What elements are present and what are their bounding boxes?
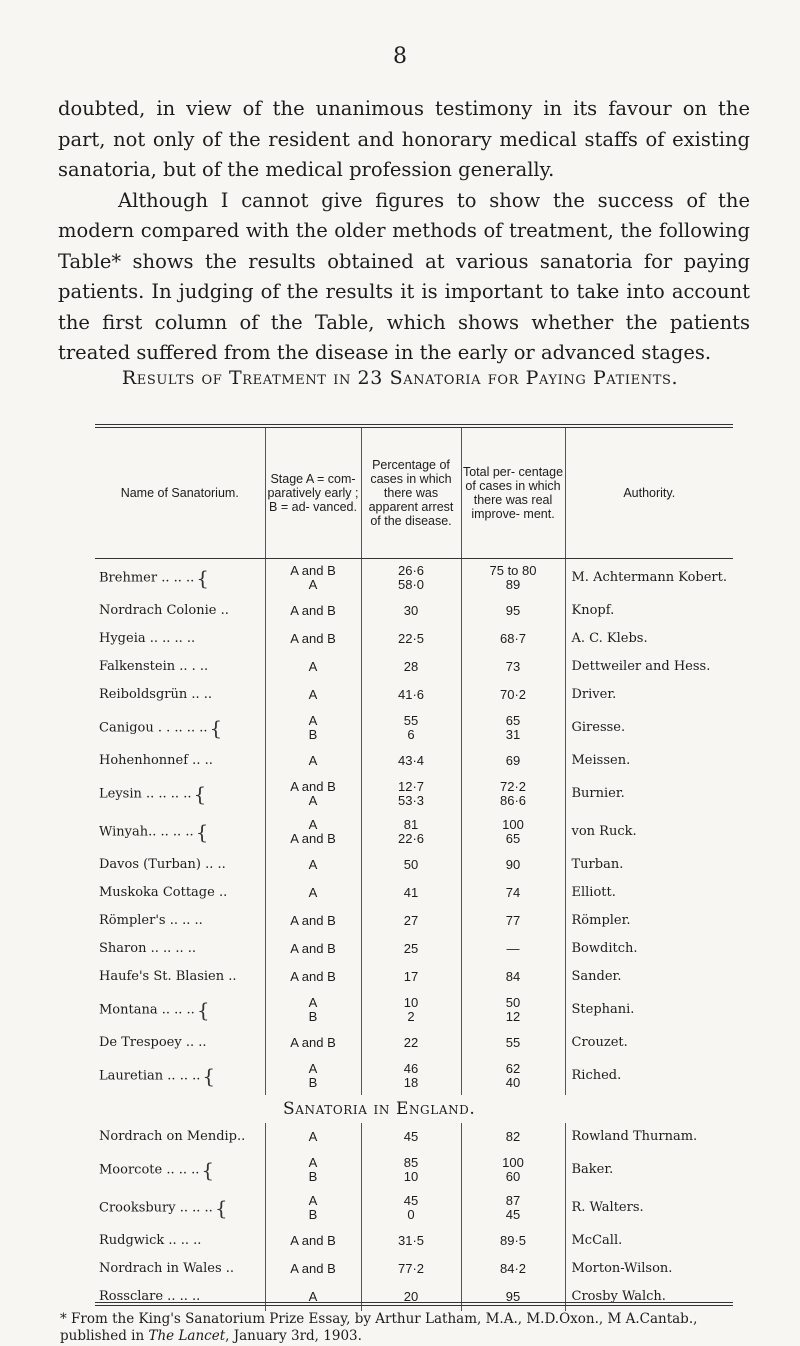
- header-name: Name of Sanatorium.: [95, 428, 265, 559]
- arrest-cell: [361, 1057, 461, 1095]
- improvement-value: 50: [505, 994, 521, 1010]
- improvement-cell: [461, 813, 565, 851]
- improvement-cell: [461, 1283, 565, 1311]
- arrest-value: 20: [403, 1288, 419, 1304]
- arrest-value: 58·0: [397, 576, 425, 592]
- stage-value: A: [308, 576, 318, 592]
- brace-mark: {: [196, 997, 210, 1022]
- sanatorium-name: [95, 935, 265, 963]
- stage-value: A: [308, 1128, 318, 1144]
- arrest-value: 0: [407, 1206, 415, 1222]
- sanatorium-name: [95, 879, 265, 907]
- improvement-value: 65: [505, 830, 521, 846]
- improvement-value: 31: [505, 726, 521, 742]
- arrest-cell: [361, 813, 461, 851]
- arrest-cell: [361, 653, 461, 681]
- improvement-value: 95: [505, 602, 521, 618]
- arrest-cell: [361, 935, 461, 963]
- sanatorium-name: [95, 559, 265, 597]
- stage-value: A and B: [290, 940, 336, 956]
- england-heading: Sanatoria in England.: [283, 1098, 476, 1119]
- improvement-cell: [461, 907, 565, 935]
- improvement-cell: [461, 775, 565, 813]
- improvement-value: 69: [505, 752, 521, 768]
- table-row: [95, 1255, 733, 1283]
- arrest-value: 30: [403, 602, 419, 618]
- table-body-england: [95, 1123, 733, 1311]
- arrest-value: 22: [403, 1034, 419, 1050]
- arrest-value: 81: [403, 816, 419, 832]
- stage-cell: [265, 1189, 361, 1227]
- sanatorium-name: [95, 597, 265, 625]
- sanatorium-name-text: Nordrach Colonie ..: [99, 603, 229, 618]
- stage-cell: [265, 935, 361, 963]
- sanatorium-name-text: Brehmer .. .. ..: [99, 570, 195, 586]
- improvement-cell: [461, 1151, 565, 1189]
- sanatorium-name-text: Hygeia .. .. .. ..: [99, 631, 196, 646]
- sanatorium-name-text: Reiboldsgrün .. ..: [99, 687, 213, 702]
- authority: Elliott.: [565, 879, 733, 907]
- improvement-cell: [461, 879, 565, 907]
- authority: Crosby Walch.: [565, 1283, 733, 1311]
- stage-value: A and B: [290, 1260, 336, 1276]
- improvement-value: 77: [505, 912, 521, 928]
- brace-mark: {: [195, 819, 209, 844]
- authority: Driver.: [565, 681, 733, 709]
- improvement-value: 45: [505, 1206, 521, 1222]
- stage-cell: [265, 653, 361, 681]
- table-row: [95, 935, 733, 963]
- improvement-value: 86·6: [499, 792, 527, 808]
- authority: Morton-Wilson.: [565, 1255, 733, 1283]
- table-title: Results of Treatment in 23 Sanatoria for Paying Patients.: [121, 367, 679, 389]
- table-row: [95, 1057, 733, 1095]
- arrest-cell: [361, 1123, 461, 1151]
- sanatorium-name: [95, 1255, 265, 1283]
- arrest-cell: [361, 709, 461, 747]
- authority: Burnier.: [565, 775, 733, 813]
- table-row: [95, 991, 733, 1029]
- header-arrest: Percentage of cases in which there was apparent arrest of the disease.: [361, 428, 461, 559]
- sanatorium-name: [95, 1123, 265, 1151]
- improvement-cell: [461, 1255, 565, 1283]
- stage-value: A: [308, 1192, 318, 1208]
- arrest-value: 27: [403, 912, 419, 928]
- arrest-cell: [361, 625, 461, 653]
- page-number: 8: [393, 44, 407, 69]
- table-row: [95, 681, 733, 709]
- footnote-text: * From the King's Sanatorium Prize Essay, by Arthur Latham, M.A., M.D.Oxon., M A.Cantab., published in: [60, 1311, 698, 1344]
- table-row: [95, 559, 733, 597]
- arrest-cell: [361, 991, 461, 1029]
- arrest-cell: [361, 1029, 461, 1057]
- table-row: [95, 907, 733, 935]
- arrest-value: 53·3: [397, 792, 425, 808]
- arrest-value: 10: [403, 1168, 419, 1184]
- sanatorium-name: [95, 747, 265, 775]
- stage-cell: [265, 813, 361, 851]
- stage-value: A and B: [290, 1232, 336, 1248]
- authority: R. Walters.: [565, 1189, 733, 1227]
- arrest-cell: [361, 1189, 461, 1227]
- table-row: [95, 1151, 733, 1189]
- authority: McCall.: [565, 1227, 733, 1255]
- footnote-journal: The Lancet: [148, 1328, 226, 1344]
- stage-value: A: [308, 1288, 318, 1304]
- arrest-cell: [361, 681, 461, 709]
- intro-paragraph-2: Although I cannot give figures to show the success of the modern compared with the older methods of treatment, the following Table* shows the results obtained at various sanatoria for paying patients. In judging of the results it is important to take into account the first column of the Table, which shows whether the patients treated suffered from the disease in the early or advanced stages.: [58, 188, 750, 364]
- intro-text: [58, 94, 750, 369]
- stage-value: A and B: [290, 602, 336, 618]
- improvement-cell: [461, 597, 565, 625]
- brace-mark: {: [209, 715, 223, 740]
- arrest-value: 2: [407, 1008, 415, 1024]
- sanatorium-name: [95, 851, 265, 879]
- stage-value: A and B: [290, 562, 336, 578]
- arrest-cell: [361, 597, 461, 625]
- improvement-value: 73: [505, 658, 521, 674]
- stage-cell: [265, 963, 361, 991]
- improvement-cell: [461, 1123, 565, 1151]
- arrest-value: 22·6: [397, 830, 425, 846]
- table-top-rule: [95, 424, 733, 425]
- arrest-cell: [361, 879, 461, 907]
- table-row: [95, 1189, 733, 1227]
- stage-value: A: [308, 1060, 318, 1076]
- sanatorium-name-text: Falkenstein .. . ..: [99, 659, 209, 674]
- sanatorium-name-text: Hohenhonnef .. ..: [99, 753, 213, 768]
- header-stage: Stage A = com- paratively early ; B = ad- vanced.: [265, 428, 361, 559]
- brace-mark: {: [202, 1063, 216, 1088]
- improvement-cell: [461, 991, 565, 1029]
- arrest-value: 77·2: [397, 1260, 425, 1276]
- sanatorium-name-text: Crooksbury .. .. ..: [99, 1200, 213, 1215]
- stage-value: B: [308, 726, 318, 742]
- arrest-value: 85: [403, 1154, 419, 1170]
- sanatorium-name: [95, 1151, 265, 1189]
- table-row: [95, 851, 733, 879]
- sanatorium-name-text: Nordrach on Mendip..: [99, 1129, 246, 1144]
- improvement-value: 12: [505, 1008, 521, 1024]
- improvement-value: 68·7: [499, 630, 527, 646]
- sanatorium-name: [95, 1283, 265, 1311]
- stage-value: A and B: [290, 912, 336, 928]
- stage-cell: [265, 1255, 361, 1283]
- results-table: [95, 428, 733, 1311]
- improvement-value: 89: [505, 576, 521, 592]
- table-row: [95, 1029, 733, 1057]
- improvement-value: 55: [505, 1034, 521, 1050]
- authority: A. C. Klebs.: [565, 625, 733, 653]
- table-row: [95, 597, 733, 625]
- improvement-cell: [461, 1189, 565, 1227]
- improvement-cell: [461, 963, 565, 991]
- arrest-cell: [361, 1227, 461, 1255]
- authority: Rowland Thurnam.: [565, 1123, 733, 1151]
- stage-cell: [265, 1057, 361, 1095]
- arrest-value: 55: [403, 712, 419, 728]
- authority: Crouzet.: [565, 1029, 733, 1057]
- stage-cell: [265, 559, 361, 597]
- improvement-value: 60: [505, 1168, 521, 1184]
- table-row: [95, 963, 733, 991]
- improvement-cell: [461, 851, 565, 879]
- stage-cell: [265, 775, 361, 813]
- sanatorium-name: [95, 709, 265, 747]
- intro-paragraph-1: doubted, in view of the unanimous testimony in its favour on the part, not only of the resident and honorary medical staffs of existing sanatoria, but of the medical profession generally.: [58, 97, 750, 181]
- table-row: [95, 709, 733, 747]
- arrest-value: 28: [403, 658, 419, 674]
- table-body-abroad: [95, 559, 733, 1095]
- arrest-cell: [361, 851, 461, 879]
- table-bottom-rule: [95, 1302, 733, 1303]
- stage-value: A and B: [290, 968, 336, 984]
- table-row: [95, 747, 733, 775]
- table-row: [95, 653, 733, 681]
- sanatorium-name-text: Lauretian .. .. ..: [99, 1068, 201, 1083]
- table-row: [95, 813, 733, 851]
- sanatorium-name: [95, 681, 265, 709]
- stage-cell: [265, 991, 361, 1029]
- authority: Römpler.: [565, 907, 733, 935]
- stage-cell: [265, 747, 361, 775]
- stage-cell: [265, 597, 361, 625]
- improvement-cell: [461, 625, 565, 653]
- sanatorium-name-text: Davos (Turban) .. ..: [99, 857, 226, 872]
- stage-value: A and B: [290, 830, 336, 846]
- arrest-value: 43·4: [397, 752, 425, 768]
- improvement-cell: [461, 681, 565, 709]
- sanatorium-name: [95, 1189, 265, 1227]
- sanatorium-name-text: Moorcote .. .. ..: [99, 1162, 200, 1177]
- arrest-cell: [361, 1283, 461, 1311]
- arrest-value: 22·5: [397, 630, 425, 646]
- stage-value: B: [308, 1206, 318, 1222]
- improvement-value: 70·2: [499, 686, 527, 702]
- stage-value: B: [308, 1168, 318, 1184]
- stage-value: A: [308, 658, 318, 674]
- stage-value: A and B: [290, 630, 336, 646]
- sanatorium-name-text: Rudgwick .. .. ..: [99, 1233, 202, 1248]
- authority: Turban.: [565, 851, 733, 879]
- improvement-value: 65: [505, 712, 521, 728]
- improvement-cell: [461, 653, 565, 681]
- footnote-date: , January 3rd, 1903.: [225, 1328, 362, 1344]
- sanatorium-name: [95, 625, 265, 653]
- improvement-value: 100: [502, 816, 524, 832]
- stage-cell: [265, 709, 361, 747]
- sanatorium-name-text: Rossclare .. .. ..: [99, 1289, 201, 1304]
- arrest-value: 18: [403, 1074, 419, 1090]
- england-heading-section: [95, 1095, 733, 1123]
- authority: Meissen.: [565, 747, 733, 775]
- arrest-cell: [361, 1151, 461, 1189]
- sanatorium-name: [95, 1057, 265, 1095]
- arrest-value: 41: [403, 884, 419, 900]
- table-header-row: [95, 428, 733, 559]
- improvement-cell: [461, 1029, 565, 1057]
- stage-value: A: [308, 752, 318, 768]
- stage-cell: [265, 625, 361, 653]
- stage-value: A and B: [290, 778, 336, 794]
- stage-cell: [265, 879, 361, 907]
- arrest-value: 31·5: [397, 1232, 425, 1248]
- authority: von Ruck.: [565, 813, 733, 851]
- sanatorium-name-text: Montana .. .. ..: [99, 1002, 195, 1017]
- stage-cell: [265, 1123, 361, 1151]
- improvement-cell: [461, 1227, 565, 1255]
- authority: Sander.: [565, 963, 733, 991]
- header-improvement: Total per- centage of cases in which there was real improve- ment.: [461, 428, 565, 559]
- improvement-cell: [461, 709, 565, 747]
- sanatorium-name-text: Haufe's St. Blasien ..: [99, 969, 237, 984]
- improvement-value: 74: [505, 884, 521, 900]
- sanatorium-name-text: De Trespoey .. ..: [99, 1035, 207, 1050]
- stage-value: A and B: [290, 1034, 336, 1050]
- arrest-cell: [361, 559, 461, 597]
- header-authority: Authority.: [565, 428, 733, 559]
- improvement-value: 100: [502, 1154, 524, 1170]
- sanatorium-name: [95, 1029, 265, 1057]
- stage-value: A: [308, 712, 318, 728]
- sanatorium-name: [95, 775, 265, 813]
- table-bottom-rule-double: [95, 1305, 733, 1306]
- stage-cell: [265, 851, 361, 879]
- stage-value: A: [308, 856, 318, 872]
- authority: Riched.: [565, 1057, 733, 1095]
- brace-mark: {: [193, 781, 207, 806]
- arrest-value: 50: [403, 856, 419, 872]
- brace-mark: {: [196, 565, 209, 590]
- arrest-value: 10: [403, 994, 419, 1010]
- sanatorium-name-text: Canigou . . .. .. ..: [99, 720, 208, 735]
- stage-value: B: [308, 1008, 318, 1024]
- improvement-value: 40: [505, 1074, 521, 1090]
- table-row: [95, 1283, 733, 1311]
- arrest-cell: [361, 775, 461, 813]
- sanatorium-name-text: Sharon .. .. .. ..: [99, 941, 197, 956]
- improvement-value: 84: [505, 968, 521, 984]
- sanatorium-name: [95, 653, 265, 681]
- stage-cell: [265, 1227, 361, 1255]
- stage-cell: [265, 1151, 361, 1189]
- sanatorium-name: [95, 963, 265, 991]
- stage-value: A: [308, 816, 318, 832]
- sanatorium-name: [95, 991, 265, 1029]
- arrest-value: 26·6: [397, 562, 425, 578]
- stage-value: A: [308, 884, 318, 900]
- improvement-cell: [461, 1057, 565, 1095]
- sanatorium-name-text: Nordrach in Wales ..: [99, 1261, 235, 1276]
- stage-cell: [265, 681, 361, 709]
- sanatorium-name-text: Leysin .. .. .. ..: [99, 786, 192, 801]
- authority: Dettweiler and Hess.: [565, 653, 733, 681]
- improvement-cell: [461, 935, 565, 963]
- arrest-value: 45: [403, 1128, 419, 1144]
- improvement-cell: [461, 747, 565, 775]
- improvement-value: 72·2: [499, 778, 527, 794]
- improvement-value: 75 to 80: [489, 562, 537, 578]
- stage-value: A: [308, 1154, 318, 1170]
- arrest-cell: [361, 747, 461, 775]
- improvement-value: 87: [505, 1192, 521, 1208]
- sanatorium-name-text: Römpler's .. .. ..: [99, 913, 203, 928]
- authority: Stephani.: [565, 991, 733, 1029]
- arrest-value: 6: [407, 726, 415, 742]
- arrest-value: 46: [403, 1060, 419, 1076]
- stage-value: A: [308, 994, 318, 1010]
- stage-value: A: [308, 686, 318, 702]
- improvement-value: 84·2: [499, 1260, 527, 1276]
- england-heading-row: [95, 1095, 733, 1123]
- improvement-value: 82: [505, 1128, 521, 1144]
- improvement-value: 89·5: [499, 1232, 527, 1248]
- sanatorium-name-text: Winyah.. .. .. ..: [99, 824, 194, 839]
- improvement-cell: [461, 559, 565, 597]
- improvement-value: —: [506, 940, 520, 956]
- stage-cell: [265, 1283, 361, 1311]
- authority: Baker.: [565, 1151, 733, 1189]
- authority: Giresse.: [565, 709, 733, 747]
- arrest-cell: [361, 1255, 461, 1283]
- stage-cell: [265, 1029, 361, 1057]
- sanatorium-name: [95, 813, 265, 851]
- authority: Knopf.: [565, 597, 733, 625]
- arrest-cell: [361, 963, 461, 991]
- arrest-cell: [361, 907, 461, 935]
- table-row: [95, 775, 733, 813]
- arrest-value: 25: [403, 940, 419, 956]
- stage-cell: [265, 907, 361, 935]
- authority: Bowditch.: [565, 935, 733, 963]
- stage-value: A: [308, 792, 318, 808]
- brace-mark: {: [201, 1157, 215, 1182]
- sanatorium-name-text: Muskoka Cottage ..: [99, 885, 228, 900]
- sanatorium-name: [95, 907, 265, 935]
- arrest-value: 41·6: [397, 686, 425, 702]
- table-row: [95, 1123, 733, 1151]
- footnote: [60, 1311, 760, 1345]
- arrest-value: 12·7: [397, 778, 425, 794]
- improvement-value: 90: [505, 856, 521, 872]
- stage-value: B: [308, 1074, 318, 1090]
- table-row: [95, 625, 733, 653]
- sanatorium-name: [95, 1227, 265, 1255]
- table-row: [95, 879, 733, 907]
- authority: M. Achtermann Kobert.: [565, 559, 733, 597]
- table-row: [95, 1227, 733, 1255]
- arrest-value: 45: [403, 1192, 419, 1208]
- improvement-value: 95: [505, 1288, 521, 1304]
- improvement-value: 62: [505, 1060, 521, 1076]
- brace-mark: {: [214, 1195, 228, 1220]
- arrest-value: 17: [403, 968, 419, 984]
